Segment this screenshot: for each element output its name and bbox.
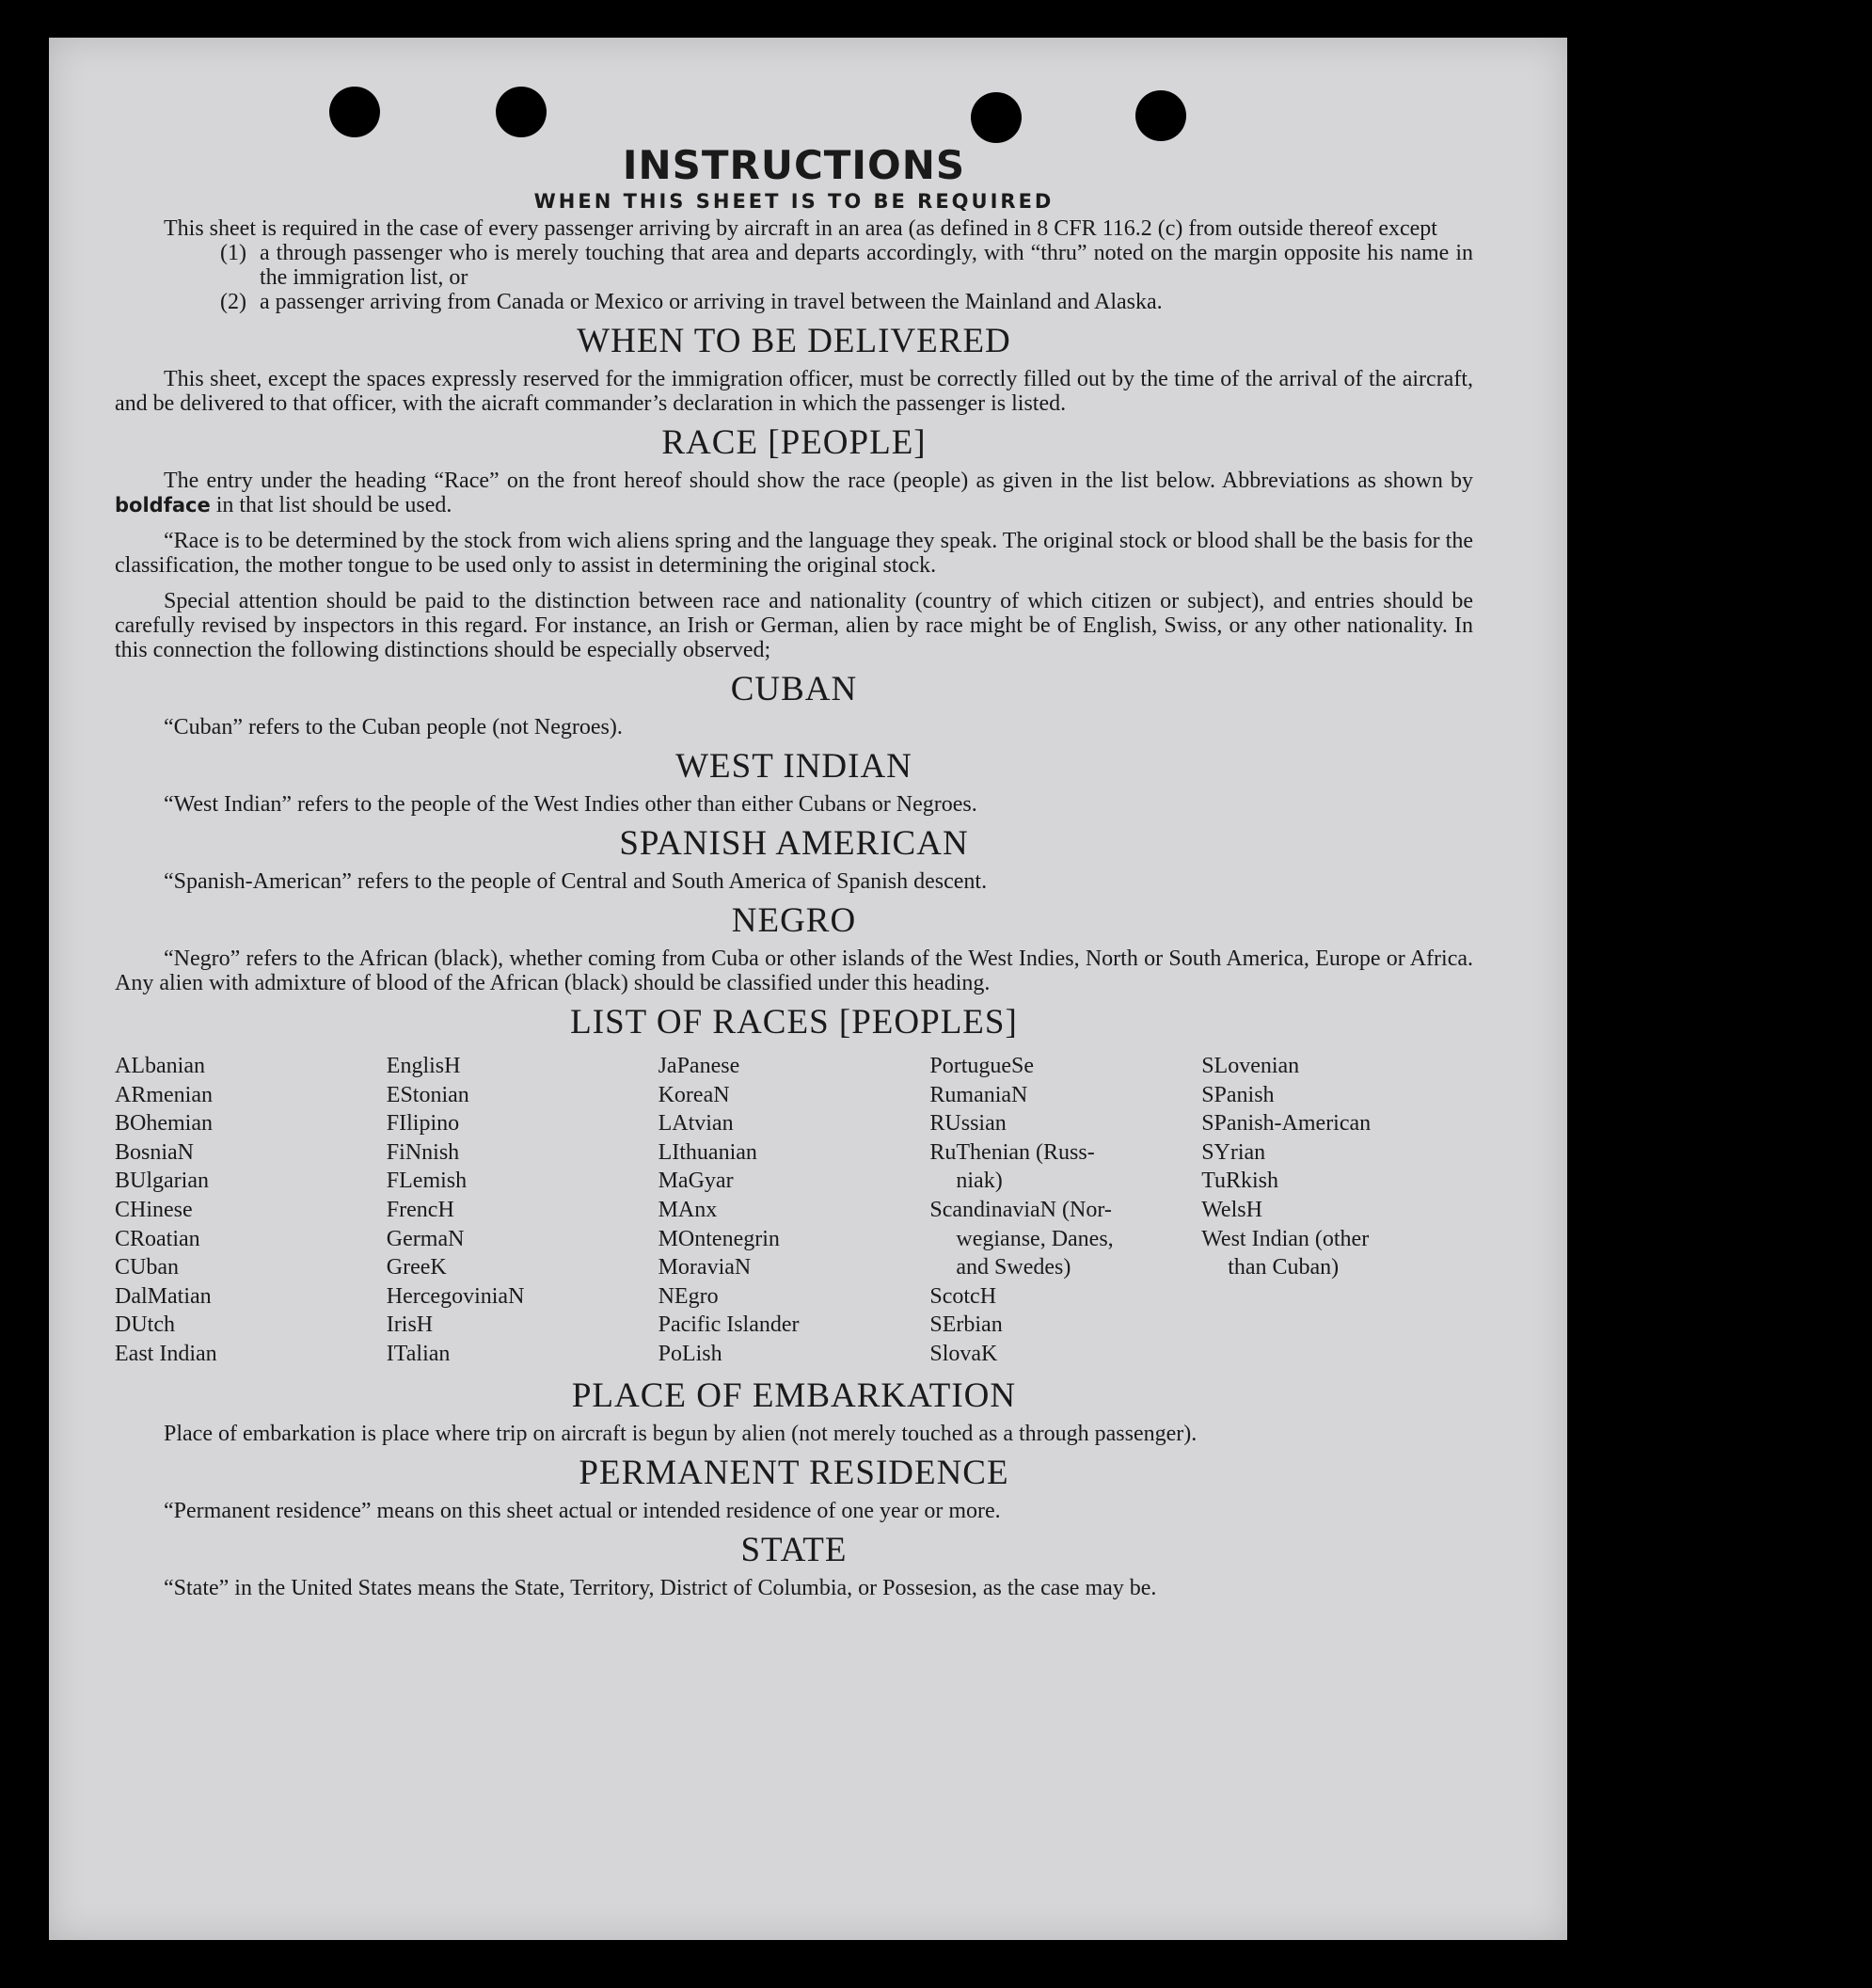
page-title: INSTRUCTIONS bbox=[622, 142, 966, 188]
section-heading-list: LIST OF RACES [PEOPLES] bbox=[570, 1003, 1018, 1042]
race-entry: CHinese bbox=[115, 1197, 193, 1222]
exception-text: a passenger arriving from Canada or Mexico or arriving in travel between the Mainland and Alaska. bbox=[260, 290, 1163, 314]
race-paragraph-1 bbox=[115, 469, 1473, 517]
race-entry: RuThenian (Russ- bbox=[929, 1139, 1095, 1165]
races-column bbox=[1201, 1052, 1473, 1369]
race-entry: EnglisH bbox=[386, 1054, 461, 1078]
race-entry: NEgro bbox=[658, 1283, 719, 1309]
race-entry: PoLish bbox=[658, 1341, 722, 1366]
race-p1-end: in that list should be used. bbox=[210, 493, 452, 517]
race-entry: IrisH bbox=[386, 1312, 434, 1338]
required-intro: This sheet is required in the case of every passenger arriving by aircraft in an area (as defined in 8 CFR 116.2 (c) from outside thereof except bbox=[164, 216, 1437, 241]
race-entry: MOntenegrin bbox=[658, 1226, 780, 1251]
race-entry: SErbian bbox=[929, 1312, 1003, 1338]
race-entry: West Indian (other bbox=[1201, 1226, 1370, 1251]
section-heading-embarkation: PLACE OF EMBARKATION bbox=[571, 1376, 1017, 1415]
race-entry-continued: niak) bbox=[956, 1169, 1003, 1194]
exception-item bbox=[220, 241, 1473, 290]
race-entry-continued: and Swedes) bbox=[956, 1255, 1071, 1280]
race-entry: ITalian bbox=[386, 1341, 451, 1366]
section-heading-delivered: WHEN TO BE DELIVERED bbox=[577, 322, 1011, 360]
section-heading-west-indian: WEST INDIAN bbox=[675, 747, 912, 786]
cuban-text: “Cuban” refers to the Cuban people (not Negroes). bbox=[164, 715, 623, 740]
race-entry: RUssian bbox=[929, 1111, 1007, 1137]
race-entry: DUtch bbox=[115, 1312, 175, 1338]
races-column bbox=[929, 1052, 1201, 1369]
race-entry: JaPanese bbox=[658, 1054, 740, 1078]
race-entry: GermaN bbox=[386, 1226, 465, 1251]
race-entry: EStonian bbox=[386, 1082, 469, 1107]
state-text: “State” in the United States means the State, Territory, District of Columbia, or Possesion, as the case may be. bbox=[164, 1575, 1157, 1600]
race-paragraph-3: Special attention should be paid to the distinction between race and nationality (country of which citizen or subject), and entries should be carefully revised by inspectors in this regard. For instance, an Irish or German, alien by race might be of English, Swiss, or any other nationality. In this connection the following distinctions should be especially observed; bbox=[115, 589, 1473, 662]
race-entry: SYrian bbox=[1201, 1139, 1266, 1165]
exception-number: (1) bbox=[220, 241, 246, 265]
race-entry: WelsH bbox=[1201, 1197, 1262, 1222]
race-entry: LIthuanian bbox=[658, 1139, 757, 1165]
race-entry: ScotcH bbox=[929, 1283, 997, 1309]
race-entry: GreeK bbox=[386, 1255, 447, 1280]
race-entry: BOhemian bbox=[115, 1111, 213, 1137]
race-p1-start: The entry under the heading “Race” on the front hereof should show the race (people) as given in the list below. Abbreviations as shown by bbox=[164, 469, 1473, 493]
race-entry: SPanish bbox=[1201, 1082, 1275, 1107]
race-entry: LAtvian bbox=[658, 1111, 734, 1137]
race-entry: FIlipino bbox=[386, 1111, 460, 1137]
race-entry: PortugueSe bbox=[929, 1054, 1035, 1078]
punch-hole bbox=[971, 92, 1022, 143]
exception-item bbox=[220, 290, 1473, 314]
punch-hole bbox=[1135, 90, 1186, 141]
race-entry: HercegoviniaN bbox=[386, 1283, 525, 1309]
races-column bbox=[658, 1052, 930, 1369]
negro-text: “Negro” refers to the African (black), whether coming from Cuba or other islands of the West Indies, North or South America, Europe or Africa. Any alien with admixture of blood of the African (black) should be classified under this heading. bbox=[115, 946, 1473, 995]
section-heading-spanish-american: SPANISH AMERICAN bbox=[619, 824, 969, 863]
residence-text: “Permanent residence” means on this sheet actual or intended residence of one year or more. bbox=[164, 1498, 1001, 1523]
race-entry: FiNnish bbox=[386, 1139, 460, 1165]
races-column bbox=[115, 1052, 387, 1369]
delivered-text: This sheet, except the spaces expressly reserved for the immigration officer, must be correctly filled out by the time of the arrival of the aircraft, and be delivered to that officer, with the aicraft commander’s declaration in which the passenger is listed. bbox=[115, 367, 1473, 416]
section-heading-state: STATE bbox=[740, 1530, 848, 1569]
instructions-content bbox=[115, 143, 1473, 1600]
race-entry: CRoatian bbox=[115, 1226, 200, 1251]
spanish-american-text: “Spanish-American” refers to the people of Central and South America of Spanish descent. bbox=[164, 869, 988, 894]
race-entry: Pacific Islander bbox=[658, 1312, 800, 1338]
race-entry-continued: wegianse, Danes, bbox=[956, 1226, 1114, 1251]
document-page bbox=[49, 38, 1567, 1940]
race-entry: FrencH bbox=[386, 1197, 454, 1222]
race-p1-bold: boldface bbox=[115, 494, 211, 517]
race-entry: East Indian bbox=[115, 1341, 217, 1366]
race-entry: RumaniaN bbox=[929, 1082, 1028, 1107]
race-entry: ScandinaviaN (Nor- bbox=[929, 1197, 1112, 1222]
race-entry: ALbanian bbox=[115, 1054, 205, 1078]
race-entry: FLemish bbox=[386, 1169, 468, 1194]
race-entry: BosniaN bbox=[115, 1139, 194, 1165]
punch-hole bbox=[496, 87, 547, 137]
race-entry: KoreaN bbox=[658, 1082, 730, 1107]
race-entry: BUlgarian bbox=[115, 1169, 209, 1194]
race-entry: CUban bbox=[115, 1255, 179, 1280]
section-heading-residence: PERMANENT RESIDENCE bbox=[579, 1453, 1009, 1492]
section-heading-cuban: CUBAN bbox=[730, 670, 858, 708]
race-entry: TuRkish bbox=[1201, 1169, 1279, 1194]
exception-text: a through passenger who is merely touching that area and departs accordingly, with “thru” noted on the margin opposite his name in the immigration list, or bbox=[260, 241, 1473, 290]
west-indian-text: “West Indian” refers to the people of the West Indies other than either Cubans or Negroes. bbox=[164, 792, 977, 817]
section-heading-negro: NEGRO bbox=[731, 901, 857, 940]
section-heading-race: RACE [PEOPLE] bbox=[661, 423, 927, 462]
embarkation-text: Place of embarkation is place where trip on aircraft is begun by alien (not merely touched as a through passenger). bbox=[164, 1421, 1198, 1446]
race-entry: MoraviaN bbox=[658, 1255, 752, 1280]
race-paragraph-2: “Race is to be determined by the stock from wich aliens spring and the language they speak. The original stock or blood shall be the basis for the classification, the mother tongue to be used only to assist in determining the original stock. bbox=[115, 529, 1473, 578]
races-list bbox=[115, 1052, 1473, 1369]
race-entry: MaGyar bbox=[658, 1169, 734, 1194]
race-entry: SLovenian bbox=[1201, 1054, 1300, 1078]
race-entry: SPanish-American bbox=[1201, 1111, 1372, 1137]
races-column bbox=[387, 1052, 658, 1369]
punch-hole bbox=[329, 87, 380, 137]
page-subtitle: WHEN THIS SHEET IS TO BE REQUIRED bbox=[533, 190, 1055, 213]
race-entry: ARmenian bbox=[115, 1082, 213, 1107]
race-entry: MAnx bbox=[658, 1197, 718, 1222]
race-entry: SlovaK bbox=[929, 1341, 998, 1366]
race-entry-continued: than Cuban) bbox=[1228, 1255, 1340, 1280]
race-entry: DalMatian bbox=[115, 1283, 212, 1309]
exception-number: (2) bbox=[220, 290, 246, 314]
